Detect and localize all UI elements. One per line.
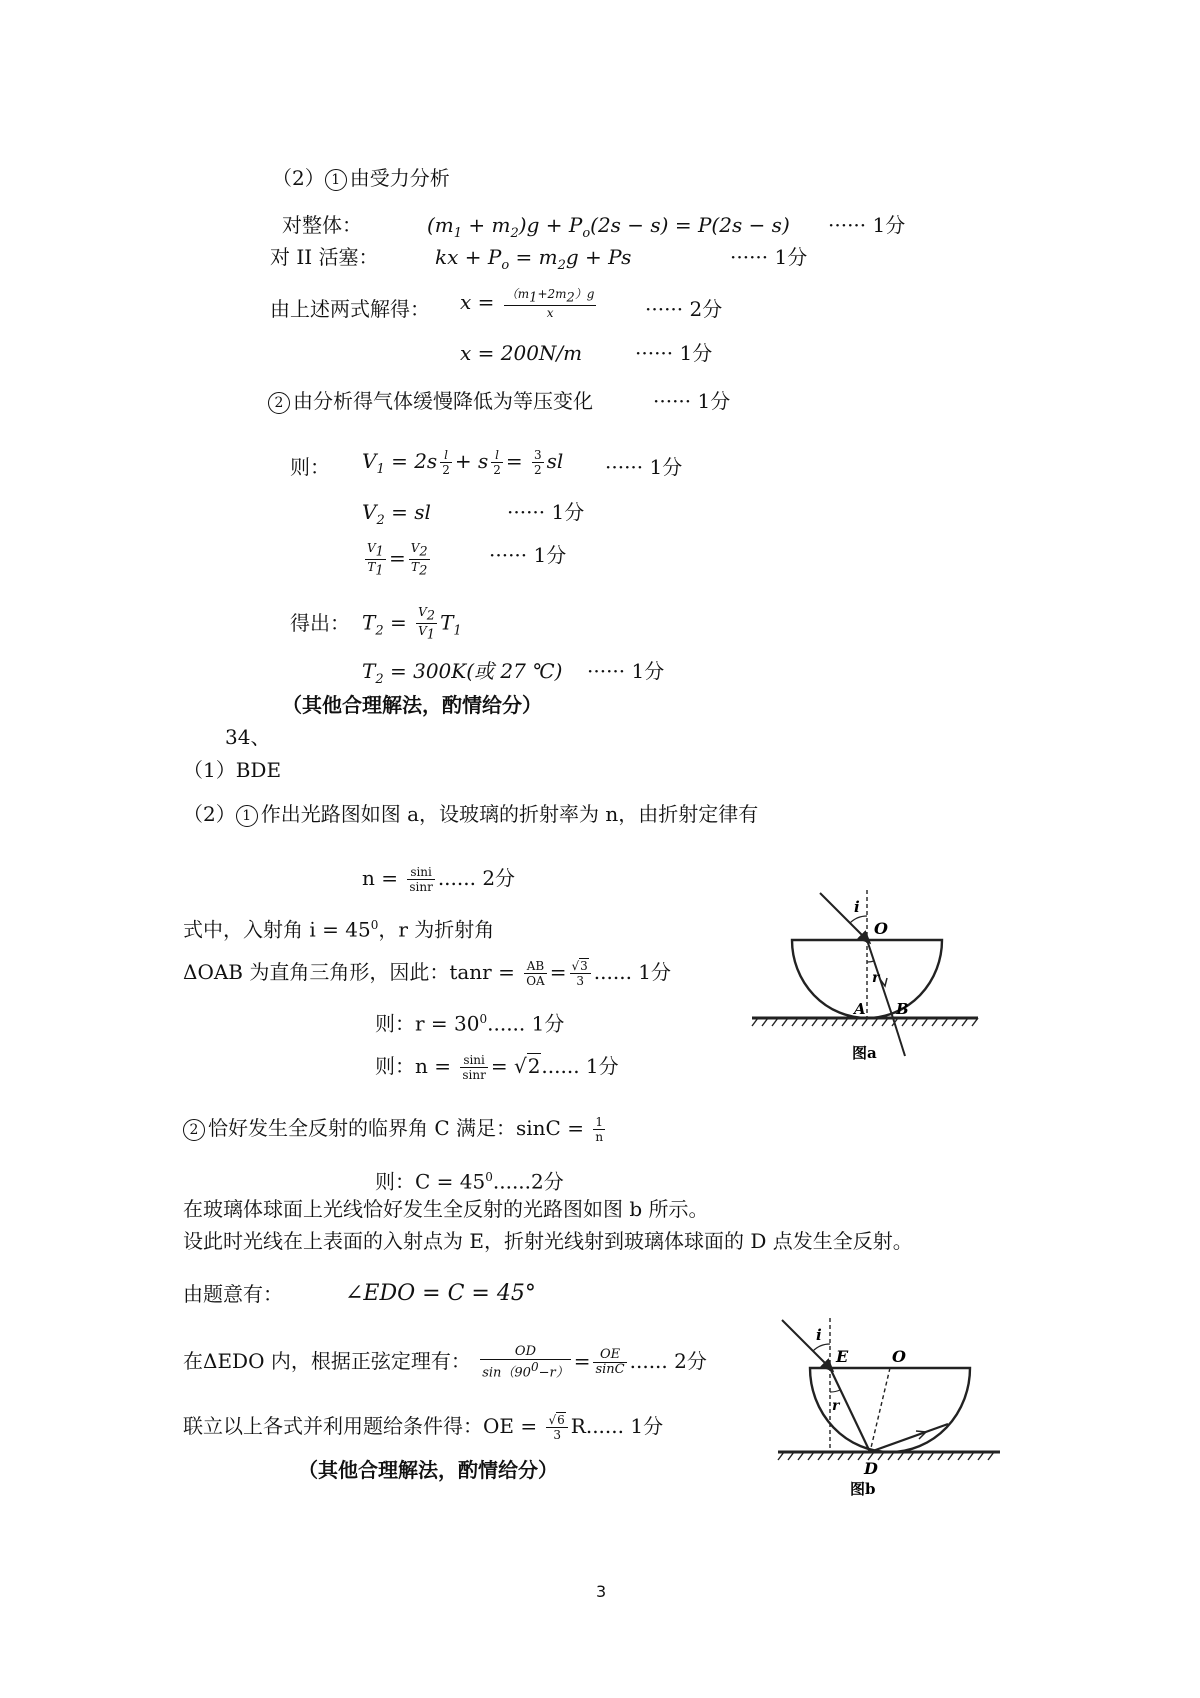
eq-final-oe: 联立以上各式并利用题给条件得：OE = $\frac{√6}{3}$ R...... 1分 xyxy=(183,1413,664,1442)
angle-r-arc-a xyxy=(867,961,874,962)
eq-whole-system-formula: $(m_1 + m_2)g + P_o(2s - s) = P(2s - s)$ xyxy=(427,213,790,241)
eq-solve-x-formula: x = $\frac{(m_1+2m_2)g}{x}$ xyxy=(460,287,595,321)
sub-header-2: （2） 1 由受力分析 xyxy=(272,166,450,190)
figure-a xyxy=(750,880,990,1070)
label-r-b: r xyxy=(832,1398,840,1414)
eq-whole-system: 对整体： $(m_1 + m_2)g + P_o(2s - s) = P(2s - s)$ ······ 1分 xyxy=(282,211,362,239)
label-i-a: i xyxy=(854,898,860,916)
label-b-a: B xyxy=(896,1000,909,1018)
circled-two-icon: 2 xyxy=(268,392,290,414)
sub-part-2: 2 由分析得气体缓慢降低为等压变化 ······ 1分 xyxy=(268,387,593,415)
eq-t2-formula: $T_2$ = $\frac{V_2}{V_1}$ $T_1$ xyxy=(362,605,462,643)
figure-b-caption: 图b xyxy=(850,1480,876,1498)
text-figure-b-1: 在玻璃体球面上光线恰好发生全反射的光路图如图 b 所示。 xyxy=(183,1197,709,1221)
glass-hemisphere-a xyxy=(792,940,942,1018)
eq-sine-law: 在ΔEDO 内，根据正弦定理有： $\frac{OD}{\sin(90^0-r)}$ = $\frac{OE}{\sin C}$ ...... 2分 xyxy=(183,1344,707,1381)
label-a-a: A xyxy=(854,1000,866,1018)
circled-one-icon: 1 xyxy=(325,169,347,191)
label-d-b: D xyxy=(864,1459,878,1478)
eq-v1-formula: $V_1 = 2s$ $\frac{l}{2}$ + s $\frac{l}{2}$ = $\frac{3}{2}$ sl xyxy=(362,448,564,477)
figure-a-caption: 图a xyxy=(852,1044,877,1062)
eq-c-value: 则：$C = 45^0......2$分 xyxy=(375,1169,564,1194)
critical-angle-line: 2 恰好发生全反射的临界角 C 满足：sinC = $\frac{1}{n}$ xyxy=(183,1114,608,1144)
eq-solve-x: 由上述两式解得： x = $\frac{(m_1+2m_2)g}{x}$ ······ 2分 xyxy=(270,287,723,321)
text-figure-b-2: 设此时光线在上表面的入射点为 E，折射光线射到玻璃体球面的 D 点发生全反射。 xyxy=(183,1229,913,1253)
eq-tanr: ΔOAB 为直角三角形，因此：tanr = $\frac{AB}{OA}$ = $\frac{√3}{3}$ ...... 1分 xyxy=(183,959,672,988)
label-i-b: i xyxy=(816,1326,822,1344)
label-o-a: O xyxy=(874,919,888,938)
label-e-b: E xyxy=(836,1347,849,1366)
figure-b xyxy=(770,1310,1010,1500)
radius-od-b xyxy=(870,1368,890,1452)
angle-i-arc-b xyxy=(813,1344,830,1351)
label-o-b: O xyxy=(892,1347,906,1366)
eq-r-value: 则：$r = 30^0$...... 1分 xyxy=(375,1011,565,1036)
eq-piston-two: 对 II 活塞： kx + $P_o = m_2g + Ps$ ······ 1分 xyxy=(270,243,379,271)
eq-angle-edo: 由题意有： ∠EDO = C = 45° xyxy=(183,1281,536,1306)
answer-part-1: （1）BDE xyxy=(183,758,282,782)
angle-i-arc-a xyxy=(850,916,867,923)
question-number: 34、 xyxy=(225,725,271,749)
eq-n-value: 则：n = $\frac{\sin i}{\sin r}$ = √2...... 1分 xyxy=(375,1053,619,1082)
note-other-solutions-2: （其他合理解法，酌情给分） xyxy=(298,1458,558,1482)
note-other-solutions-1: （其他合理解法，酌情给分） xyxy=(282,693,542,717)
eq-x-value: x = 200N/m ······ 1分 xyxy=(460,341,713,365)
eq-t2: 得出： $T_2$ = $\frac{V_2}{V_1}$ $T_1$ xyxy=(290,609,350,637)
circled-one-icon: 1 xyxy=(236,805,258,827)
circled-two-icon: 2 xyxy=(183,1119,205,1141)
angle-r-arc-b xyxy=(830,1390,840,1392)
eq-v2: $V_2$ = sl ······ 1分 xyxy=(362,500,585,528)
eq-v1: 则： $V_1 = 2s$ $\frac{l}{2}$ + s $\frac{l}{2}$ = $\frac{3}{2}$ sl ······ 1分 xyxy=(290,453,330,481)
eq-piston-two-formula: kx + $P_o = m_2g + Ps$ xyxy=(435,245,632,273)
incident-ray-b xyxy=(782,1320,830,1368)
angle-definition: 式中，入射角 $i = 45^0$，r 为折射角 xyxy=(183,917,495,942)
page-number: 3 xyxy=(596,1582,607,1601)
eq-ratio: $\frac{V_1}{T_1}$ = $\frac{V_2}{T_2}$ ······ 1分 xyxy=(367,541,567,579)
eq-n-def: n = $\frac{\sin i}{\sin r}$ ...... 2分 xyxy=(362,865,516,894)
eq-t2-value: $T_2 = 300K$(或 27 ℃) ······ 1分 xyxy=(362,659,665,687)
answer-part-2-header: （2） 1 作出光路图如图 a，设玻璃的折射率为 n，由折射定律有 xyxy=(183,802,759,826)
label-r-a: r xyxy=(872,970,880,986)
